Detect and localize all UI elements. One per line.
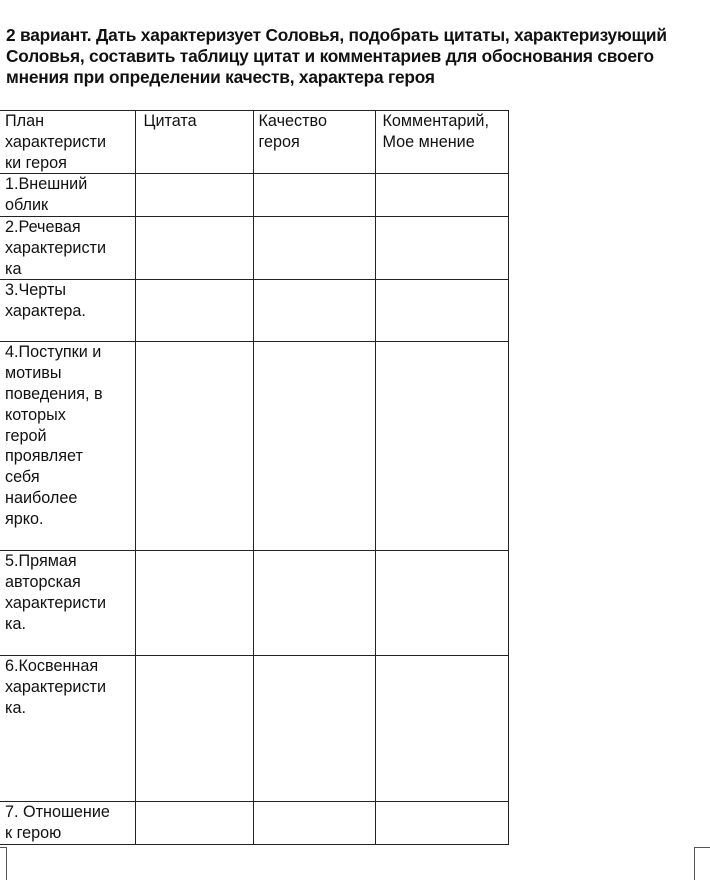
page-corner-mark-left (0, 847, 7, 880)
assignment-heading (6, 25, 706, 88)
comment-cell[interactable] (375, 216, 508, 279)
table-row (0, 174, 508, 217)
comment-cell[interactable] (375, 551, 508, 656)
quality-cell[interactable] (253, 216, 375, 279)
plan-cell: 2.Речевая характеристи ка (0, 216, 135, 279)
plan-cell: 3.Черты характера. (0, 280, 135, 342)
comment-cell[interactable] (375, 280, 508, 342)
quote-cell[interactable] (135, 802, 253, 845)
plan-cell: 6.Косвенная характеристи ка. (0, 656, 135, 802)
table-row (0, 802, 508, 845)
plan-cell: 1.Внешний облик (0, 174, 135, 217)
quality-cell[interactable] (253, 280, 375, 342)
table-row (0, 551, 508, 656)
table-row (0, 342, 508, 551)
header-plan: План характеристи ки героя (0, 111, 135, 174)
heading-line-2: Соловья, составить таблицу цитат и комментариев для обоснования своего (6, 46, 654, 66)
character-analysis-table (0, 110, 509, 845)
comment-cell[interactable] (375, 656, 508, 802)
plan-cell: 7. Отношение к герою (0, 802, 135, 845)
quote-cell[interactable] (135, 280, 253, 342)
quality-cell[interactable] (253, 174, 375, 217)
plan-cell: 4.Поступки и мотивы поведения, в которых герой проявляет себя наиболее ярко. (0, 342, 135, 551)
quality-cell[interactable] (253, 802, 375, 845)
quote-cell[interactable] (135, 342, 253, 551)
header-quality: Качество героя (253, 111, 375, 174)
quote-cell[interactable] (135, 551, 253, 656)
quality-cell[interactable] (253, 551, 375, 656)
heading-line-1: 2 вариант. Дать характеризует Соловья, подобрать цитаты, характеризующий (6, 25, 667, 45)
table-header-row (0, 111, 508, 174)
comment-cell[interactable] (375, 174, 508, 217)
table-row (0, 656, 508, 802)
quote-cell[interactable] (135, 216, 253, 279)
page-corner-mark-right (694, 847, 710, 880)
table-row (0, 216, 508, 279)
heading-line-3: мнения при определении качеств, характера героя (6, 67, 435, 87)
quality-cell[interactable] (253, 342, 375, 551)
plan-cell: 5.Прямая авторская характеристи ка. (0, 551, 135, 656)
table-row (0, 280, 508, 342)
header-comment: Комментарий, Мое мнение (375, 111, 508, 174)
comment-cell[interactable] (375, 342, 508, 551)
comment-cell[interactable] (375, 802, 508, 845)
quote-cell[interactable] (135, 656, 253, 802)
quality-cell[interactable] (253, 656, 375, 802)
quote-cell[interactable] (135, 174, 253, 217)
header-quote: Цитата (135, 111, 253, 174)
